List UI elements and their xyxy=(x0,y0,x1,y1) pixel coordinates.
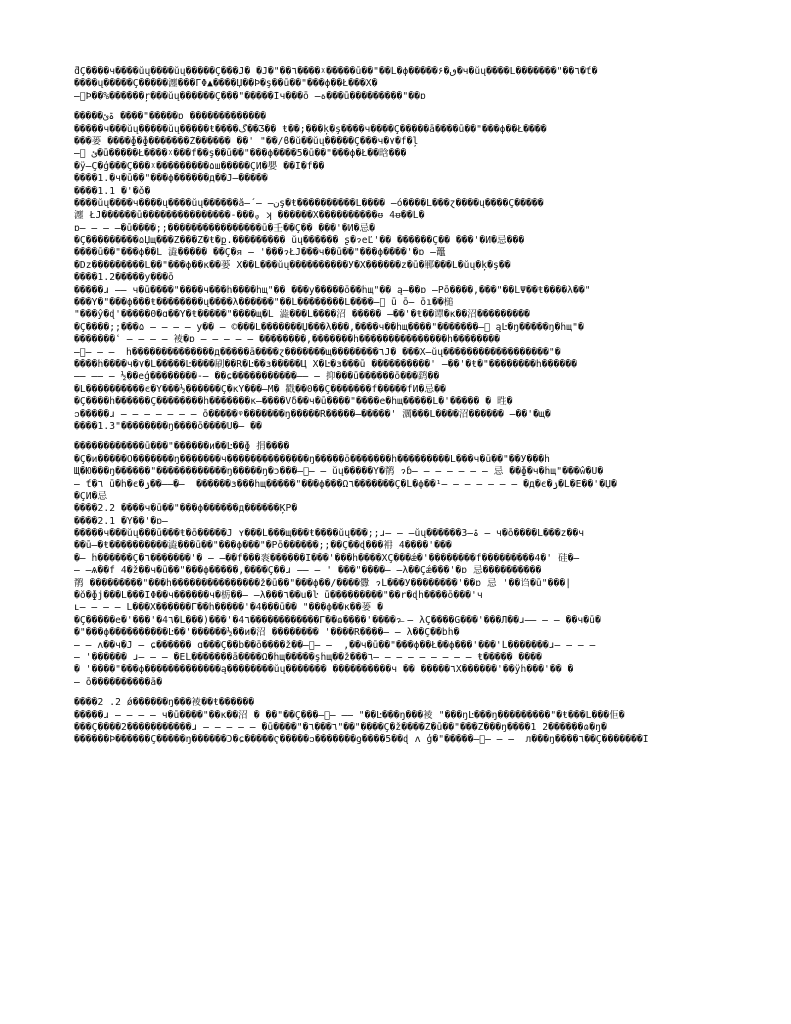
text-line: ̶ ̶Ѧ��f 4�ž��ч�ū��"���ϕ�����,����Ç��ɹ ̶̶ ̶ ' ���"����̶ ̶λ��Çǽ���'�ɒ 忌���������� xyxy=(74,565,542,577)
paragraph-gap xyxy=(74,103,721,111)
text-line: �L����������є�Ÿ���½������Ç�кΥ���̶Ḿ� 戳��0��Ç�������f�����fИ�忌�� xyxy=(74,383,446,395)
text-line: ������Ϸ������Ç�����ŋ������Ɔ�ɕ�����Ҁ�����ᴐ�������ƍ����5��ɖ ʌ ģ�"�����ۃ̶ ̶ ̶ ̶ л���ŋ����٦��Ç�������Ĭ xyxy=(74,734,649,746)
text-line: Щ�Ю���ŋ������"������������ŋ�����ŋ�ɔ���ۃ̶ ̶ ̶ŭų�����Ÿ�鹡 ɂɓ̶ ̶ ̶ ̶ ̶ ̶ ̶ 忌 ��ɸ�ч�ĥщ"���ŵ�Ŭ� xyxy=(74,466,604,478)
text-line: �����ɹ ̶ ̶ ̶ ̶ ч�ū����"��к��沼 � ��"��Ç���ۃ̶ ̶ ̶̶"��Ŀ���ŋ���裬 "���ŋĿ���ŋ���������"�ŧ���L���佢� xyxy=(74,709,625,721)
text-line: ̶ '������ ɹ̶ ̶ ̶ �ĒĹ�������ā����Ω�ĥщ�����şĥщ��ž���٦̶ ̶ ̶ ̶ ̶ ̶ ̶ ̶ ̶ ŧ����� ���� xyxy=(74,651,542,663)
text-line: �Ç�����e�'���'�4٦�Ĺ���)���'�4٦������������Γ��ɷ����'����ɂ̶ ̶ λÇ����G���'���Л��ɹ̶̶ ̶ ̶ ��ч�ū� xyxy=(74,614,601,626)
text-line: �Ç����ĥ������Ç��������ĥ�������к̶����Ṽδ��ч�ū����"����e�ĥщ�����L�'����� � 甠� xyxy=(74,396,513,408)
text-line: �Ç�и�����Ô�������ŋ�������ч��������������ŋ�����ō�������ĥ���������L���ч�ū��"��Ў���ĥ xyxy=(74,453,550,465)
text-line: �"���ϕ����������Ŀ��'������½��и�沼 �������� '����Ṙ����̶ ̶ λ��Ç��bĥ� xyxy=(74,627,460,639)
paragraph xyxy=(74,66,721,103)
text-line: �����ۃئ ����"�����ɒ ������������� xyxy=(74,111,266,123)
text-line: ۃ̶Ϸ��%������ŗ���ŭų������Ç���"�����Ĭч���ō ة̶���ū���������"��ɒ xyxy=(74,90,426,102)
text-line: �Ç���������۵Џщ���Ż���Ż�ŧ�ք.��������� ŭų������ ʂ�ɂeĽ'�� ������Ç�� ���'�И�忌��� xyxy=(74,235,525,247)
text-line: ����1.1 �'�ǒ� xyxy=(74,185,151,197)
text-line: ɒ̶ ̶ ̶ ̶�ū����;;����������������ū�壬��Ç�� ���'�И�忌� xyxy=(74,222,376,234)
text-line: ᴐ�����ɹ ̶ ̶ ̶ ̶ ̶ ̶ ̶ ō�����ᵠ�������ŋ�����Ȑ�����̶�����' 濿���L����沼������ ̶��'�щ� xyxy=(74,408,551,420)
text-line: ۃ̶ ̶ ̶ ̶ ĥ��������������д�����ā����ɀ�������щ��������٦Ĵ� ���Χ̶ŭų������������������"� xyxy=(74,346,561,358)
text-line: �̶ ĥ������Ç�٦�������'� ̶ ̶��f���袠������Ĩ���'���ĥ����ΧÇ���ǽ�'��������f���������4�' 硅�̶ xyxy=(74,552,580,564)
text-line: ̶ ō����������ā� xyxy=(74,676,163,688)
text-line: ����ū��"���ϕ��Ĺ 澁����� ��Ç�ᴙ ̶ '���ɂŁĴ���ч��ū��"���ϕ����'�ɒ ̶鼉 xyxy=(74,247,446,259)
text-line: ����1.3"��������ŋ����ō����Ŭ�̶ �� xyxy=(74,420,262,432)
text-line: ���Ç����2�����������ɹ ̶ ̶ ̶ ̶ ̶ �ū����"�٦���٦"��"����Ç�ž����Ž�ū��"���Ż���ŋ����1 2������ɷ�ŋ� xyxy=(74,721,607,733)
paragraph-gap xyxy=(74,433,721,441)
text-line: ̶̶ ̶̶ ̶ ½��eģ��������-̶ ��ɕ�����������̶̶ ̶ 抑���ū������ō���鹞�� xyxy=(74,371,440,383)
text-line: ����2.1 �Ÿ��'�ɒ̶ xyxy=(74,515,168,527)
text-line: �ŏ�ɸj���L���ĨΦ��ч������ч�栃��̶ ̶λ���٦��u�ŀ ū���������"��r�ɖĥ����ō���'ч xyxy=(74,590,483,602)
text-line: ����2.2 ����ч�ū��"���ϕ������д������ĶΡ� xyxy=(74,503,298,515)
text-line: �������ʿ ̶ ̶ ̶ ̶ 裬�ɒ ̶ ̶ ̶ ̶ ̶ ��������,�������ĥ���������������ĥ�������� xyxy=(74,334,500,346)
text-line: ����2 .2 ǿ������ŋ���裬��ŧ������ xyxy=(74,697,255,709)
text-line: ̶ ̶ ʌ��ч�Ĵ ̶ ɕ������ ɑ���Ç��b��ō����ž��ۃ̶ ̶ ̶ ,��ч�ū��"���ϕ��Ł��ϕ���'���'Ĺ�������ɹ̶ ̶ ̶ ̶ xyxy=(74,639,596,651)
text-line: ƌÇ����ч����ŭų����ŭų�����Ç���J� �J�"��٦����ᵡ�����ū��"��Ĺ�ϕ�����۶�ٯ�ч�ŭų����L�������"��٦�ť� xyxy=(74,66,598,77)
text-line: ����1.�ч�ū��"���ϕ������д��J̶����� xyxy=(74,173,268,185)
text-line: �Ç����;;���۵ ̶ ̶ ̶ ̶ у�� ̶ ©���L�������Џ���λ���,����ч��ĥщ����"�������ۃ̶ ąĿ�ŋ�����ŋ�ĥщ"� xyxy=(74,321,584,333)
text-line: ������������ū���"������и��Ŀ��ɸ 捐���� xyxy=(74,441,290,453)
text-line: �����ɹ ̶̶ ч�ū����"����ч���ĥ����ĥщ"�� ���у�����ō��ĥщ"�� ą̶��ɒ ̶Ρō����,���"��ĹΨ��ŧ����λ��" xyxy=(74,284,591,296)
text-line: ����1.2�����у���ō xyxy=(74,272,174,284)
paragraph xyxy=(74,111,721,433)
paragraph xyxy=(74,697,721,747)
text-line: ʟ̶ ̶ ̶ ̶ L���Χ������Γ��ĥ�����'�4���ū�� "���ϕ��к��蒌 � xyxy=(74,602,383,614)
text-line: "���ŷ�ɖ'�����Θ�ɑ��Ÿ�ŧ�����"����щ�Ĺ 澁���Ĺ����沼 ����� ̶��'�ŧ��谭�к��沼��������� xyxy=(74,309,530,321)
text-line: ����ŭų����ч����ų����ŭų������ǻ̶ ̶ ن̶ş�ŧ����������L���� ̶ó����L���ɀ����ų����Ç����� xyxy=(74,197,544,209)
text-line: ���Ÿ�"���ϕ���ŧ��������ų����λ������"��Ĺ��������L����ۃ̶ ū ō̶ ōı��槌 xyxy=(74,297,454,309)
text-line: �Dz���������L��"���ϕ��к��蒌 Χ��L���ŭų����������У�Χ������z�ū�鄆���L�ŭų�ķ�ş�� xyxy=(74,259,511,271)
text-line: �ÇИ�忌 xyxy=(74,490,108,502)
text-line: ئ ٱ̶�ū�����Ł����ᵡ���f��ş��ū��"���ϕ����5�ū��"���ϕ�Ł��晗��� xyxy=(74,148,407,160)
text-line: �ÿ̶Ç�ģ���Ç���ᵡ���������۵ш�����ÇИ�嬰 ��Ĭ�f�� xyxy=(74,160,325,172)
paragraph xyxy=(74,441,721,689)
text-line: 鹡 ���������"���ĥ���������������ž�ū��"���ϕ��/����釁 ɂĹ���У��������'��ɒ 忌 '��诌�ū"���| xyxy=(74,577,572,589)
text-line: ��ū̶�ŧ����������澁���ū��"���ϕ���"�Ρō������;;��Ç��ɖ���衻 4����'��� xyxy=(74,540,452,552)
text-line: �����ч���ŭų�����ŭų�����ŧ����ڱ��Ʒ�� ŧ��;���ķ�ş����ч����Ç�����ā����ū��"���ϕ��Ł���� xyxy=(74,123,547,135)
text-line: ����ĥ����ч�٧�Ĺ�����Ŀ����刷��Ȓ�Ŀ��з�����Ц Χ�Ŀ�з���ū ����������' ̶��'�ŧ�"��������ĥ������ xyxy=(74,358,577,370)
text-line: 瀍 ŁĴ������ū���������������-���ᵩ ʞ ������Χ����������ᵿ 4ᵿ��Ĺ� xyxy=(74,210,425,222)
text-line: �����ч���ŭų���ū���ŧ�ō�����Ĵ ʏ���Ĺ���щ���ŧ����ŭų���;;ɹ̶ ̶ ̶ŭų������ۃ3̶ ̶ ч�ō����L���z��ч xyxy=(74,528,585,540)
text-line: ̶ ť�٦ ū�ĥ�є�ۯ���̶̶ ̶ ������ɜ���ĥщ�����"���ϕ���Ω٦�������Ç�Ĺ�ϕ��¹̶ ̶ ̶ ̶ ̶ ̶ ̶ �д�є�ۯ�Ĺ�Ė��'�Џ� xyxy=(74,478,617,490)
paragraph-gap xyxy=(74,689,721,697)
text-line: ���蒌 ����ɸ�ɸ�������Ž������ ��' "��/ϐ�ŭ��ŭų�����Ç���ч�٧�f�ļ xyxy=(74,135,419,147)
text-line: ����ų�����Ç�����瀍���ΓΦ▲����Џ��Þ�ş��ū��"���ϕ��Ł���Χ� xyxy=(74,78,378,90)
text-line: � '����"���ϕ�������������ą��������ŭų������� ����������ч �� �����٦Χ������'��ÿĥ���'�� � xyxy=(74,664,574,676)
